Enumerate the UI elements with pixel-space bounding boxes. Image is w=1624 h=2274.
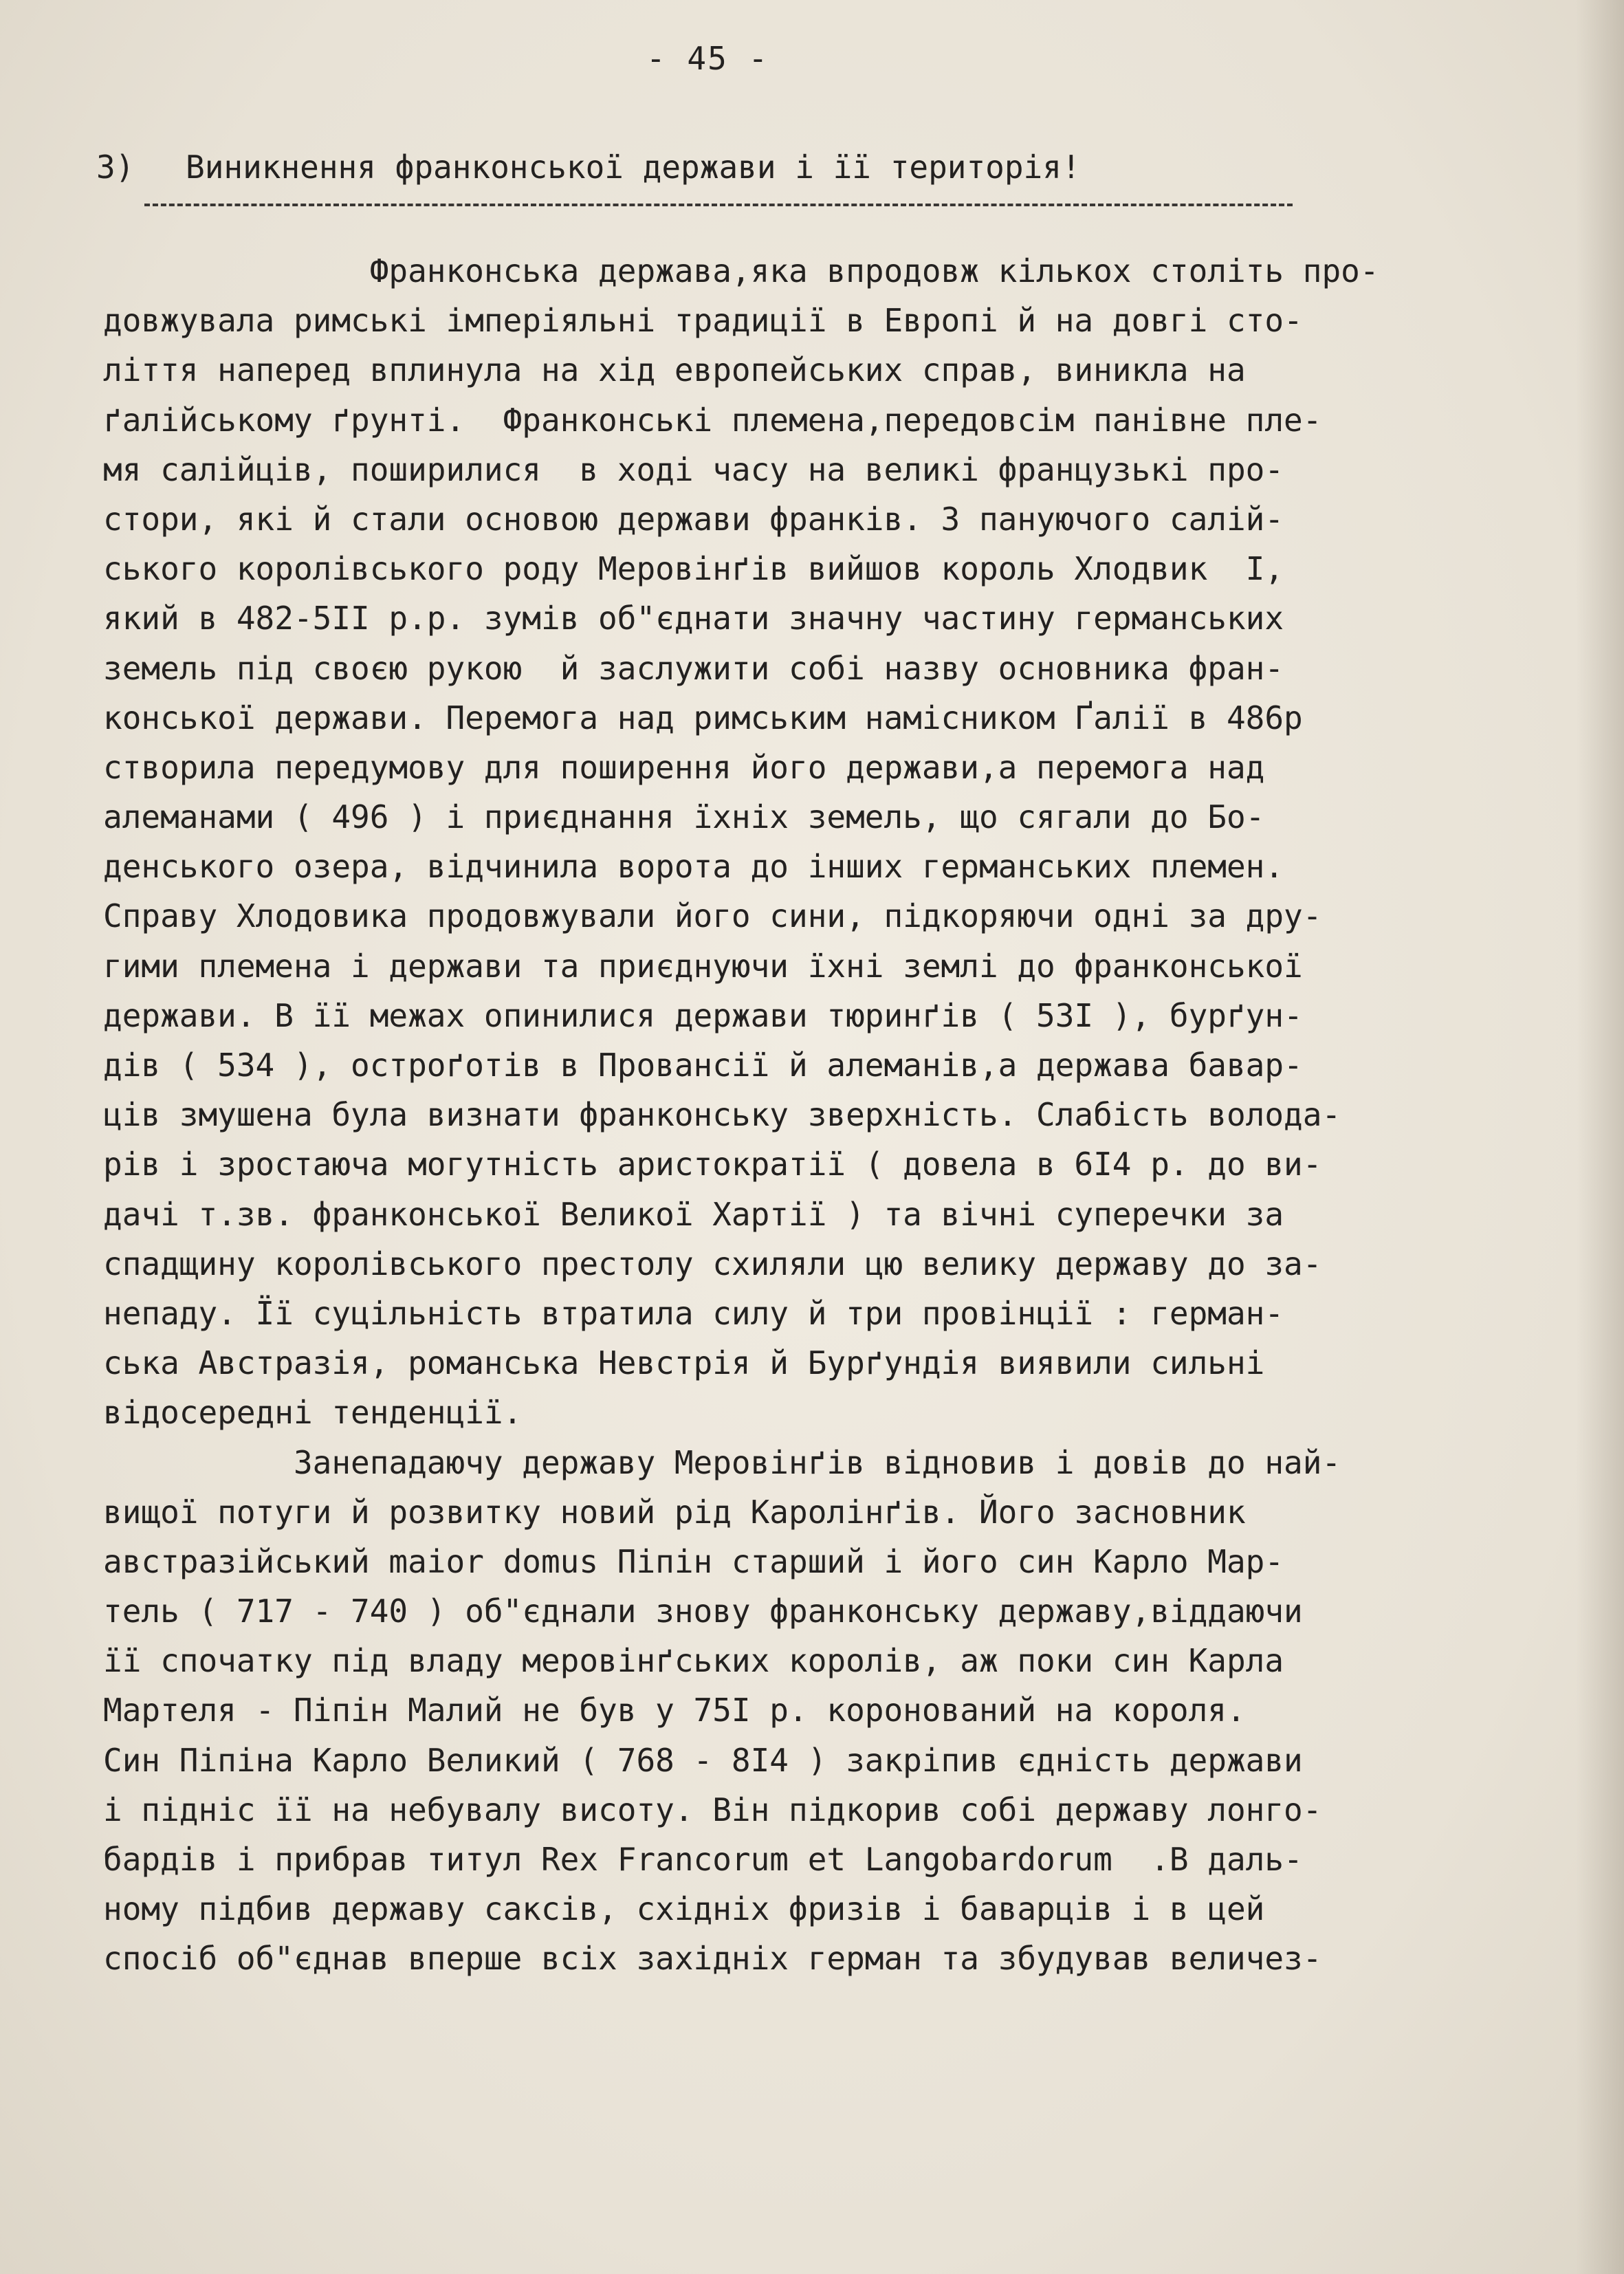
text-line: гими племена і держави та приєднуючи їхні землі до франконської (103, 947, 1303, 985)
text-line: вищої потуги й розвитку новий рід Каролінґів. Його засновник (103, 1493, 1246, 1531)
text-line: Мартеля - Піпін Малий не був у 75I р. коронований на короля. (103, 1692, 1246, 1729)
section-number: 3) (96, 149, 135, 186)
text-line: довжувала римські імперіяльні традиції в Европі й на довгі сто- (103, 302, 1303, 340)
text-line: Занепадаючу державу Меровінґів відновив і довів до най- (103, 1443, 1341, 1481)
text-line: тель ( 717 - 740 ) об"єднали знову франконську державу,віддаючи (103, 1593, 1303, 1630)
text-line: спосіб об"єднав вперше всіх західніх герман та збудував величез- (103, 1940, 1322, 1978)
text-line: конської держави. Перемога над римським намісником Ґалії в 486р (103, 699, 1303, 736)
text-line: відосередні тенденції. (103, 1394, 523, 1432)
text-line: земель під своєю рукою й заслужити собі назву основника фран- (103, 649, 1284, 687)
text-line: ному підбив державу саксів, східніх фризів і баварців і в цей (103, 1890, 1265, 1928)
text-line: спадщину королівського престолу схиляли цю велику державу до за- (103, 1245, 1322, 1282)
page-number: - 45 - (646, 40, 769, 77)
text-line: ців змушена була визнати франконську зверхність. Слабість волода- (103, 1096, 1341, 1134)
text-line: Справу Хлодовика продовжували його сини, підкоряючи одні за дру- (103, 897, 1322, 935)
text-line: її спочатку під владу меровінґських королів, аж поки син Карла (103, 1642, 1284, 1680)
text-line: ська Австразія, романська Невстрія й Бурґундія виявили сильні (103, 1344, 1265, 1382)
text-line: алеманами ( 496 ) і приєднання їхніх земель, що сягали до Бо- (103, 798, 1265, 836)
text-line: дачі т.зв. франконської Великої Хартії ) та вічні суперечки за (103, 1195, 1284, 1233)
text-line: ського королівського роду Меровінґів вийшов король Хлодвик I, (103, 550, 1284, 588)
text-line: дів ( 534 ), остроґотів в Провансії й алеманів,а держава бавар- (103, 1047, 1303, 1084)
text-line: держави. В її межах опинилися держави тюринґів ( 53I ), бурґун- (103, 996, 1303, 1034)
text-line: створила передумову для поширення його держави,а перемога над (103, 748, 1265, 786)
text-line: ґалійському ґрунті. Франконські племена,передовсім панівне пле- (103, 401, 1322, 439)
text-line: який в 482-5II р.р. зумів об"єднати значну частину германських (103, 600, 1284, 637)
body-text (103, 246, 1602, 1984)
text-line: стори, які й стали основою держави франків. З пануючого салій- (103, 500, 1284, 538)
text-line: Син Піпіна Карло Великий ( 768 - 8I4 ) закріпив єдність держави (103, 1741, 1303, 1779)
text-line: денського озера, відчинила ворота до інших германських племен. (103, 848, 1284, 886)
text-line: і підніс її на небувалу висоту. Він підкорив собі державу лонго- (103, 1791, 1322, 1828)
text-line: рів і зростаюча могутність аристократії ( довела в 6I4 р. до ви- (103, 1146, 1322, 1183)
text-line: мя салійців, поширилися в ході часу на великі французькі про- (103, 450, 1284, 488)
text-line: австразійський maior domus Піпін старший і його син Карло Мар- (103, 1542, 1284, 1580)
heading-underline (144, 204, 1293, 206)
text-line: непаду. Її суцільність втратила силу й три провінції : герман- (103, 1294, 1284, 1332)
text-line: ліття наперед вплинула на хід европейських справ, виникла на (103, 351, 1246, 389)
section-heading: Виникнення франконської держави і її територія! (186, 149, 1081, 186)
text-line: бардів і прибрав титул Rex Francorum et Langobardorum .В даль- (103, 1841, 1303, 1878)
text-line: Франконська держава,яка впродовж кількох століть про- (103, 252, 1379, 289)
